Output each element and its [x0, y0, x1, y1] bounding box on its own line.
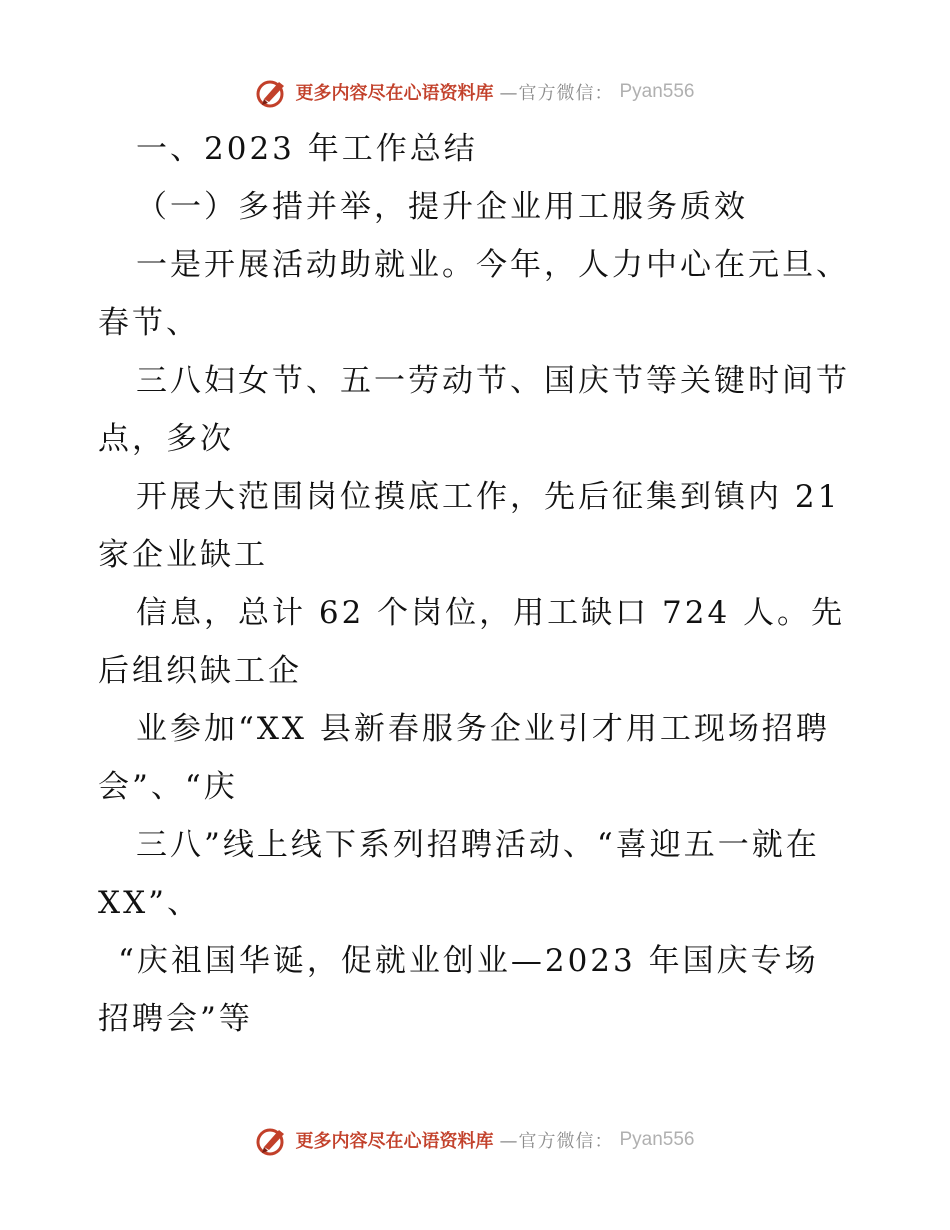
watermark-label: —官方微信： [499, 83, 614, 104]
text-line: 家企业缺工 [98, 537, 268, 573]
text-line: 点，多次 [98, 421, 234, 457]
text-line: “庆祖国华诞，促就业创业—2023 年国庆专场 [118, 943, 819, 979]
watermark-id: Pyan556 [619, 1129, 695, 1150]
footer-watermark [0, 1118, 950, 1162]
text-line: 三八”线上线下系列招聘活动、“喜迎五一就在 [136, 827, 820, 863]
text-line: 信息，总计 62 个岗位，用工缺口 724 人。先 [136, 595, 846, 631]
section-heading: 一、2023 年工作总结 [136, 131, 478, 167]
document-body [98, 120, 858, 1048]
text-line: 招聘会”等 [98, 1001, 253, 1037]
text-line: XX”、 [98, 885, 201, 921]
watermark-label: —官方微信： [499, 1131, 614, 1152]
text-line: 业参加“XX 县新春服务企业引才用工现场招聘 [136, 711, 830, 747]
text-line: 春节、 [98, 305, 200, 341]
watermark-id: Pyan556 [619, 81, 695, 102]
subsection-heading: （一）多措并举，提升企业用工服务质效 [136, 189, 748, 225]
watermark-brand: 更多内容尽在心语资料库 [295, 1131, 494, 1152]
text-line: 开展大范围岗位摸底工作，先后征集到镇内 21 [136, 479, 841, 515]
pen-logo-icon [255, 1123, 289, 1157]
text-line: 三八妇女节、五一劳动节、国庆节等关键时间节 [136, 363, 850, 399]
header-watermark [0, 70, 950, 114]
text-line: 一是开展活动助就业。今年，人力中心在元旦、 [136, 247, 850, 283]
text-line: 后组织缺工企 [98, 653, 302, 689]
watermark-brand: 更多内容尽在心语资料库 [295, 83, 494, 104]
pen-logo-icon [255, 75, 289, 109]
text-line: 会”、“庆 [98, 769, 238, 805]
